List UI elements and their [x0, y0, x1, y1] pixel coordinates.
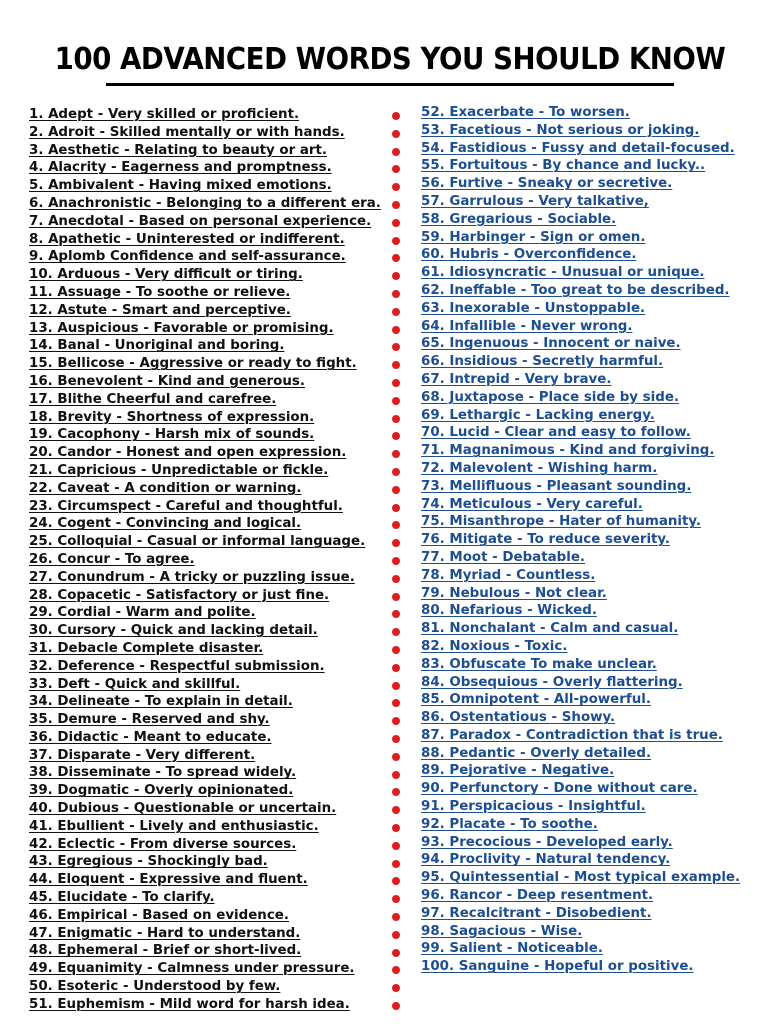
word-entry: [29, 658, 384, 676]
word-entry-text: 17. Blithe Cheerful and carefree.: [29, 391, 277, 407]
divider-dot: [392, 201, 400, 209]
divider-dot: [392, 646, 400, 654]
divider-dot: [392, 664, 400, 672]
word-entry: [29, 515, 384, 533]
word-entry-text: 64. Infallible - Never wrong.: [421, 318, 633, 334]
word-entry: [421, 869, 771, 887]
word-entry-text: 11. Assuage - To soothe or relieve.: [29, 284, 291, 300]
word-entry-text: 58. Gregarious - Sociable.: [421, 211, 617, 227]
word-entry-text: 49. Equanimity - Calmness under pressure.: [29, 961, 355, 977]
word-entry: [29, 622, 384, 640]
word-entry: [29, 818, 384, 836]
title-underline: [106, 83, 674, 86]
right-word-list: [421, 104, 771, 976]
word-entry: [421, 300, 771, 318]
word-entry: [29, 159, 384, 177]
word-entry: [29, 480, 384, 498]
word-entry-text: 85. Omnipotent - All-powerful.: [421, 692, 651, 708]
word-entry: [421, 175, 771, 193]
word-entry-text: 45. Elucidate - To clarify.: [29, 890, 215, 906]
word-entry: [29, 498, 384, 516]
word-entry-text: 96. Rancor - Deep resentment.: [421, 888, 654, 904]
word-entry-text: 2. Adroit - Skilled mentally or with hands.: [29, 124, 345, 140]
word-entry-text: 10. Arduous - Very difficult or tiring.: [29, 267, 303, 283]
divider-dot: [392, 148, 400, 156]
word-entry: [421, 353, 771, 371]
word-entry-text: 44. Eloquent - Expressive and fluent.: [29, 872, 308, 888]
divider-dot: [392, 824, 400, 832]
word-entry-text: 72. Malevolent - Wishing harm.: [421, 460, 658, 476]
word-entry: [29, 266, 384, 284]
word-entry-text: 35. Demure - Reserved and shy.: [29, 712, 270, 728]
word-entry-text: 54. Fastidious - Fussy and detail-focused.: [421, 140, 735, 156]
word-entry: [421, 638, 771, 656]
word-entry-text: 8. Apathetic - Uninterested or indifferent.: [29, 231, 345, 247]
word-entry: [29, 693, 384, 711]
word-entry-text: 50. Esoteric - Understood by few.: [29, 979, 281, 995]
left-word-list: [29, 106, 384, 1014]
word-entry-text: 51. Euphemism - Mild word for harsh idea.: [29, 996, 350, 1012]
divider-dot: [392, 361, 400, 369]
word-entry: [421, 140, 771, 158]
word-entry-text: 33. Deft - Quick and skillful.: [29, 676, 241, 692]
word-entry: [29, 640, 384, 658]
word-entry: [29, 747, 384, 765]
word-entry: [29, 889, 384, 907]
word-entry: [421, 745, 771, 763]
divider-dot: [392, 682, 400, 690]
word-entry: [421, 229, 771, 247]
divider-dot: [392, 593, 400, 601]
word-entry-text: 47. Enigmatic - Hard to understand.: [29, 925, 301, 941]
word-entry-text: 15. Bellicose - Aggressive or ready to fight.: [29, 356, 357, 372]
word-entry: [29, 142, 384, 160]
word-entry-text: 55. Fortuitous - By chance and lucky..: [421, 158, 706, 174]
word-entry: [29, 569, 384, 587]
word-entry-text: 59. Harbinger - Sign or omen.: [421, 229, 646, 245]
word-entry-text: 92. Placate - To soothe.: [421, 816, 598, 832]
word-entry: [421, 460, 771, 478]
word-entry-text: 78. Myriad - Countless.: [421, 567, 596, 583]
word-entry-text: 97. Recalcitrant - Disobedient.: [421, 905, 652, 921]
word-entry-text: 88. Pedantic - Overly detailed.: [421, 745, 652, 761]
word-entry: [421, 727, 771, 745]
word-entry: [29, 302, 384, 320]
word-entry-text: 36. Didactic - Meant to educate.: [29, 729, 272, 745]
word-entry-text: 40. Dubious - Questionable or uncertain.: [29, 801, 337, 817]
word-entry: [421, 335, 771, 353]
word-entry: [421, 478, 771, 496]
divider-dot: [392, 557, 400, 565]
word-entry-text: 43. Egregious - Shockingly bad.: [29, 854, 268, 870]
word-entry: [29, 836, 384, 854]
divider-dot: [392, 877, 400, 885]
divider-dot: [392, 165, 400, 173]
word-entry: [421, 834, 771, 852]
word-entry: [29, 533, 384, 551]
divider-dot: [392, 468, 400, 476]
word-entry-text: 25. Colloquial - Casual or informal language.: [29, 534, 366, 550]
word-entry: [29, 960, 384, 978]
word-entry-text: 71. Magnanimous - Kind and forgiving.: [421, 443, 715, 459]
word-entry-text: 74. Meticulous - Very careful.: [421, 496, 643, 512]
word-entry: [421, 940, 771, 958]
divider-dot: [392, 539, 400, 547]
divider-dot: [392, 610, 400, 618]
divider-dot: [392, 984, 400, 992]
word-entry-text: 99. Salient - Noticeable.: [421, 941, 603, 957]
divider-dot: [392, 575, 400, 583]
word-entry: [421, 798, 771, 816]
word-entry: [29, 444, 384, 462]
word-entry-text: 79. Nebulous - Not clear.: [421, 585, 607, 601]
divider-dot: [392, 735, 400, 743]
word-entry: [29, 373, 384, 391]
word-entry-text: 67. Intrepid - Very brave.: [421, 371, 612, 387]
word-entry-text: 46. Empirical - Based on evidence.: [29, 907, 289, 923]
word-entry-text: 81. Nonchalant - Calm and casual.: [421, 621, 679, 637]
word-entry: [421, 602, 771, 620]
word-entry: [421, 887, 771, 905]
word-entry: [29, 782, 384, 800]
word-entry-text: 86. Ostentatious - Showy.: [421, 710, 616, 726]
word-entry-text: 20. Candor - Honest and open expression.: [29, 445, 347, 461]
word-entry-text: 63. Inexorable - Unstoppable.: [421, 300, 646, 316]
word-entry-text: 84. Obsequious - Overly flattering.: [421, 674, 683, 690]
divider-dot: [392, 521, 400, 529]
word-entry: [29, 355, 384, 373]
word-entry: [29, 337, 384, 355]
word-entry: [29, 729, 384, 747]
word-entry-text: 98. Sagacious - Wise.: [421, 923, 583, 939]
word-entry-text: 95. Quintessential - Most typical example.: [421, 870, 741, 886]
word-entry: [421, 691, 771, 709]
word-entry: [29, 391, 384, 409]
divider-dot: [392, 753, 400, 761]
word-entry-text: 32. Deference - Respectful submission.: [29, 658, 325, 674]
word-entry-text: 93. Precocious - Developed early.: [421, 834, 673, 850]
word-entry: [29, 284, 384, 302]
word-entry: [421, 780, 771, 798]
word-entry-text: 38. Disseminate - To spread widely.: [29, 765, 297, 781]
divider-dot: [392, 931, 400, 939]
word-entry: [421, 424, 771, 442]
word-entry: [421, 496, 771, 514]
word-entry-text: 70. Lucid - Clear and easy to follow.: [421, 425, 691, 441]
word-entry-text: 61. Idiosyncratic - Unusual or unique.: [421, 265, 705, 281]
word-entry-text: 29. Cordial - Warm and polite.: [29, 605, 256, 621]
word-entry-text: 76. Mitigate - To reduce severity.: [421, 532, 671, 548]
word-entry: [29, 853, 384, 871]
divider-dot: [392, 343, 400, 351]
word-entry-text: 7. Anecdotal - Based on personal experience.: [29, 213, 372, 229]
word-entry-text: 94. Proclivity - Natural tendency.: [421, 852, 671, 868]
word-entry: [421, 585, 771, 603]
divider-dot: [392, 272, 400, 280]
word-entry-text: 27. Conundrum - A tricky or puzzling issue.: [29, 569, 355, 585]
word-entry: [421, 958, 771, 976]
divider-dot: [392, 254, 400, 262]
word-entry: [29, 462, 384, 480]
word-entry: [421, 905, 771, 923]
divider-dot: [392, 308, 400, 316]
word-entry-text: 6. Anachronistic - Belonging to a different era.: [29, 195, 381, 211]
word-entry-text: 12. Astute - Smart and perceptive.: [29, 302, 291, 318]
word-entry-text: 80. Nefarious - Wicked.: [421, 603, 597, 619]
divider-dot: [392, 771, 400, 779]
word-entry-text: 42. Eclectic - From diverse sources.: [29, 836, 297, 852]
word-entry-text: 24. Cogent - Convincing and logical.: [29, 516, 302, 532]
word-entry-text: 65. Ingenuous - Innocent or naive.: [421, 336, 681, 352]
divider-dot: [392, 788, 400, 796]
word-entry-text: 91. Perspicacious - Insightful.: [421, 799, 646, 815]
divider-dot: [392, 842, 400, 850]
word-entry: [421, 211, 771, 229]
divider-dot: [392, 379, 400, 387]
word-entry: [421, 442, 771, 460]
word-entry-text: 77. Moot - Debatable.: [421, 549, 585, 565]
word-entry-text: 26. Concur - To agree.: [29, 551, 195, 567]
word-entry: [29, 409, 384, 427]
word-entry-text: 75. Misanthrope - Hater of humanity.: [421, 514, 701, 530]
divider-dot: [392, 183, 400, 191]
divider-dot: [392, 432, 400, 440]
word-entry: [29, 907, 384, 925]
word-entry: [29, 177, 384, 195]
word-entry: [29, 231, 384, 249]
word-entry: [421, 816, 771, 834]
word-entry: [29, 764, 384, 782]
word-entry-text: 5. Ambivalent - Having mixed emotions.: [29, 178, 332, 194]
word-entry-text: 56. Furtive - Sneaky or secretive.: [421, 176, 673, 192]
word-entry-text: 14. Banal - Unoriginal and boring.: [29, 338, 285, 354]
divider-dot: [392, 699, 400, 707]
word-entry-text: 4. Alacrity - Eagerness and promptness.: [29, 160, 332, 176]
word-entry: [29, 978, 384, 996]
word-entry-text: 48. Ephemeral - Brief or short-lived.: [29, 943, 302, 959]
word-entry: [421, 549, 771, 567]
divider-dot: [392, 966, 400, 974]
word-entry-text: 9. Aplomb Confidence and self-assurance.: [29, 249, 346, 265]
word-entry: [421, 531, 771, 549]
word-entry: [421, 122, 771, 140]
divider-dot: [392, 504, 400, 512]
divider-dot: [392, 895, 400, 903]
divider-dot: [392, 237, 400, 245]
word-entry: [421, 851, 771, 869]
word-entry-text: 31. Debacle Complete disaster.: [29, 640, 264, 656]
word-entry-text: 18. Brevity - Shortness of expression.: [29, 409, 315, 425]
word-entry-text: 16. Benevolent - Kind and generous.: [29, 373, 305, 389]
word-entry: [421, 157, 771, 175]
divider-dot: [392, 450, 400, 458]
word-entry-text: 83. Obfuscate To make unclear.: [421, 656, 657, 672]
divider-dot: [392, 290, 400, 298]
word-entry-text: 22. Caveat - A condition or warning.: [29, 480, 302, 496]
word-entry: [421, 104, 771, 122]
word-entry-text: 69. Lethargic - Lacking energy.: [421, 407, 655, 423]
word-entry-text: 23. Circumspect - Careful and thoughtful.: [29, 498, 343, 514]
word-entry: [421, 762, 771, 780]
divider-dot: [392, 806, 400, 814]
red-dot-divider: [392, 112, 402, 1022]
word-entry-text: 1. Adept - Very skilled or proficient.: [29, 107, 300, 122]
word-entry-text: 39. Dogmatic - Overly opinionated.: [29, 783, 294, 799]
divider-dot: [392, 486, 400, 494]
divider-dot: [392, 112, 400, 120]
divider-dot: [392, 219, 400, 227]
word-entry: [29, 871, 384, 889]
word-entry: [29, 800, 384, 818]
divider-dot: [392, 130, 400, 138]
word-entry: [29, 124, 384, 142]
word-entry-text: 30. Cursory - Quick and lacking detail.: [29, 623, 318, 639]
word-entry-text: 60. Hubris - Overconfidence.: [421, 247, 637, 263]
word-entry: [421, 656, 771, 674]
word-entry-text: 28. Copacetic - Satisfactory or just fine.: [29, 587, 330, 603]
word-entry: [421, 407, 771, 425]
word-entry-text: 21. Capricious - Unpredictable or fickle.: [29, 462, 329, 478]
word-entry-text: 82. Noxious - Toxic.: [421, 638, 568, 654]
word-entry: [29, 426, 384, 444]
word-entry: [29, 604, 384, 622]
divider-dot: [392, 860, 400, 868]
divider-dot: [392, 717, 400, 725]
divider-dot: [392, 628, 400, 636]
divider-dot: [392, 397, 400, 405]
divider-dot: [392, 415, 400, 423]
word-entry: [29, 106, 384, 124]
word-entry: [421, 620, 771, 638]
word-entry-text: 62. Ineffable - Too great to be described.: [421, 282, 730, 298]
divider-dot: [392, 949, 400, 957]
word-entry: [421, 318, 771, 336]
word-entry: [421, 923, 771, 941]
word-entry: [29, 676, 384, 694]
word-entry: [421, 513, 771, 531]
word-entry-text: 3. Aesthetic - Relating to beauty or art.: [29, 142, 327, 158]
word-entry: [29, 213, 384, 231]
word-entry-text: 41. Ebullient - Lively and enthusiastic.: [29, 818, 319, 834]
divider-dot: [392, 913, 400, 921]
divider-dot: [392, 326, 400, 334]
word-entry-text: 73. Mellifluous - Pleasant sounding.: [421, 478, 692, 494]
word-entry-text: 53. Facetious - Not serious or joking.: [421, 122, 700, 138]
word-entry-text: 34. Delineate - To explain in detail.: [29, 694, 293, 710]
page-title: 100 ADVANCED WORDS YOU SHOULD KNOW: [54, 42, 726, 77]
word-entry-text: 19. Cacophony - Harsh mix of sounds.: [29, 427, 315, 443]
word-entry: [29, 248, 384, 266]
word-entry: [421, 371, 771, 389]
word-entry-text: 90. Perfunctory - Done without care.: [421, 781, 698, 797]
word-entry: [29, 711, 384, 729]
word-entry: [421, 567, 771, 585]
word-entry: [421, 264, 771, 282]
word-entry: [421, 246, 771, 264]
word-entry: [421, 389, 771, 407]
word-entry-text: 100. Sanguine - Hopeful or positive.: [421, 959, 694, 975]
word-entry-text: 13. Auspicious - Favorable or promising.: [29, 320, 334, 336]
word-entry: [421, 709, 771, 727]
word-entry: [29, 996, 384, 1014]
word-entry-text: 89. Pejorative - Negative.: [421, 763, 615, 779]
word-entry-text: 52. Exacerbate - To worsen.: [421, 105, 630, 120]
word-entry-text: 87. Paradox - Contradiction that is true.: [421, 727, 723, 743]
word-entry: [421, 193, 771, 211]
word-entry: [29, 320, 384, 338]
word-entry: [29, 942, 384, 960]
word-entry: [421, 282, 771, 300]
word-entry: [29, 195, 384, 213]
word-entry-text: 37. Disparate - Very different.: [29, 747, 256, 763]
word-entry: [29, 551, 384, 569]
word-entry: [29, 587, 384, 605]
word-entry: [29, 925, 384, 943]
word-entry-text: 57. Garrulous - Very talkative,: [421, 193, 649, 209]
word-entry: [421, 674, 771, 692]
word-entry-text: 66. Insidious - Secretly harmful.: [421, 354, 664, 370]
word-entry-text: 68. Juxtapose - Place side by side.: [421, 389, 679, 405]
divider-dot: [392, 1002, 400, 1010]
